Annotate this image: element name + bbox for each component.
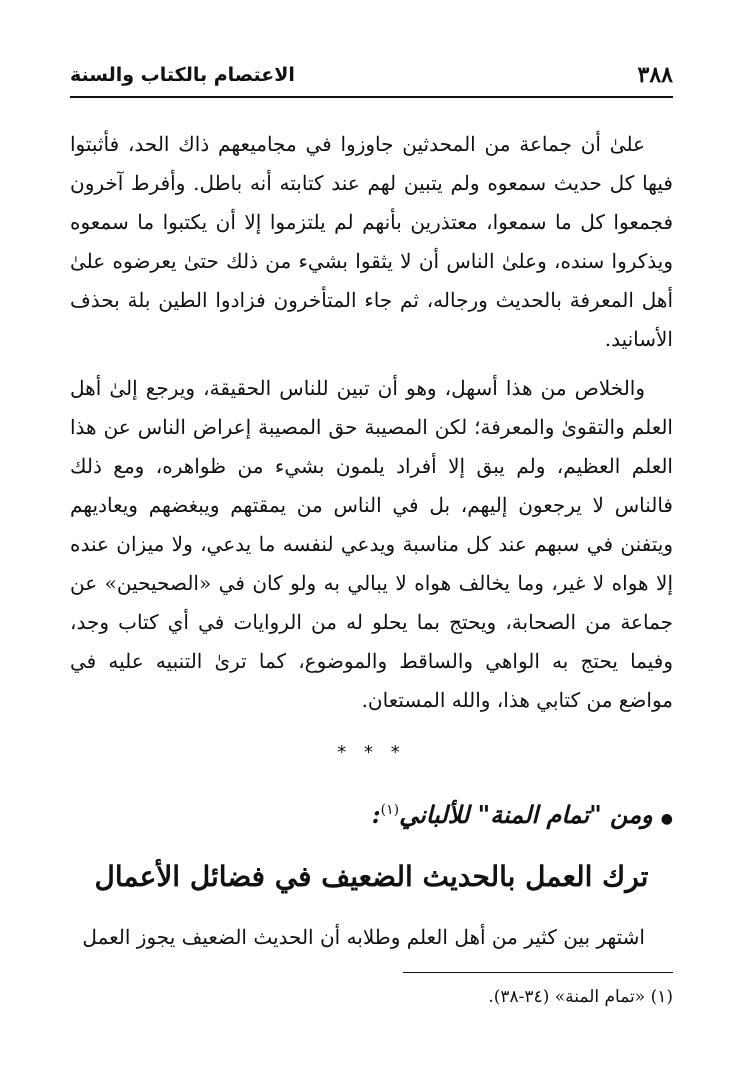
source-colon: : [371,800,381,829]
footnote-number: (١) [650,987,673,1007]
main-text [70,125,673,720]
running-title: الاعتصام بالكتاب والسنة [70,64,295,86]
footnote-divider [403,972,673,973]
footnote-text: «تمام المنة» (٣٤-٣٨). [488,987,646,1007]
footnote-reference[interactable]: (١) [380,802,400,818]
paragraph-1: علىٰ أن جماعة من المحدثين جاوزوا في مجاميعهم ذاك الحد، فأثبتوا فيها كل حديث سمعوه ولم يتبين لهم عند كتابته أنه باطل. وأفرط آخرون فجمعوا كل ما سمعوا، معتذرين بأنهم لم يلتزموا إلا أن يكتبوا ما سمعوه ويذكروا سنده، وعلىٰ الناس أن لا يثقوا بشيء من ذلك حتىٰ يعرضوه علىٰ أهل المعرفة بالحديث ورجاله، ثم جاء المتأخرون فزادوا الطين بلة بحذف الأسانيد. [70,132,673,351]
bullet-icon: ● [660,811,673,827]
section-separator: * * * [337,742,406,763]
source-text: ومن "تمام المنة" للألباني [399,800,653,829]
section-heading: ترك العمل بالحديث الضعيف في فضائل الأعمال [94,860,649,893]
footnote [70,982,673,1012]
page-number: ٣٨٨ [637,62,673,88]
intro-line: اشتهر بين كثير من أهل العلم وطلابه أن الحديث الضعيف يجوز العمل [82,925,645,949]
source-citation [70,790,673,839]
paragraph-2: والخلاص من هذا أسهل، وهو أن تبين للناس الحقيقة، ويرجع إلىٰ أهل العلم والتقوىٰ والمعرفة؛ لكن المصيبة حق المصيبة إعراض الناس عن هذا العلم العظيم، ولم يبق إلا أفراد يلمون بشيء من ظواهره، ومع ذلك فالناس لا يرجعون إليهم، بل في الناس من يمقتهم ويبغضهم ويعاديهم ويتفنن في سبهم عند كل مناسبة ويدعي لنفسه ما يدعي، ولا ميزان عنده إلا هواه لا غير، وما يخالف هواه لا يبالي به ولو كان في «الصحيحين» عن جماعة من الصحابة، ويحتج بما يحلو له من الروايات في أي كتاب وجد، وفيما يحتج به الواهي والساقط والموضوع، كما ترىٰ التنبيه عليه في مواضع من كتابي هذا، والله المستعان. [70,376,673,712]
page-header [70,60,673,98]
